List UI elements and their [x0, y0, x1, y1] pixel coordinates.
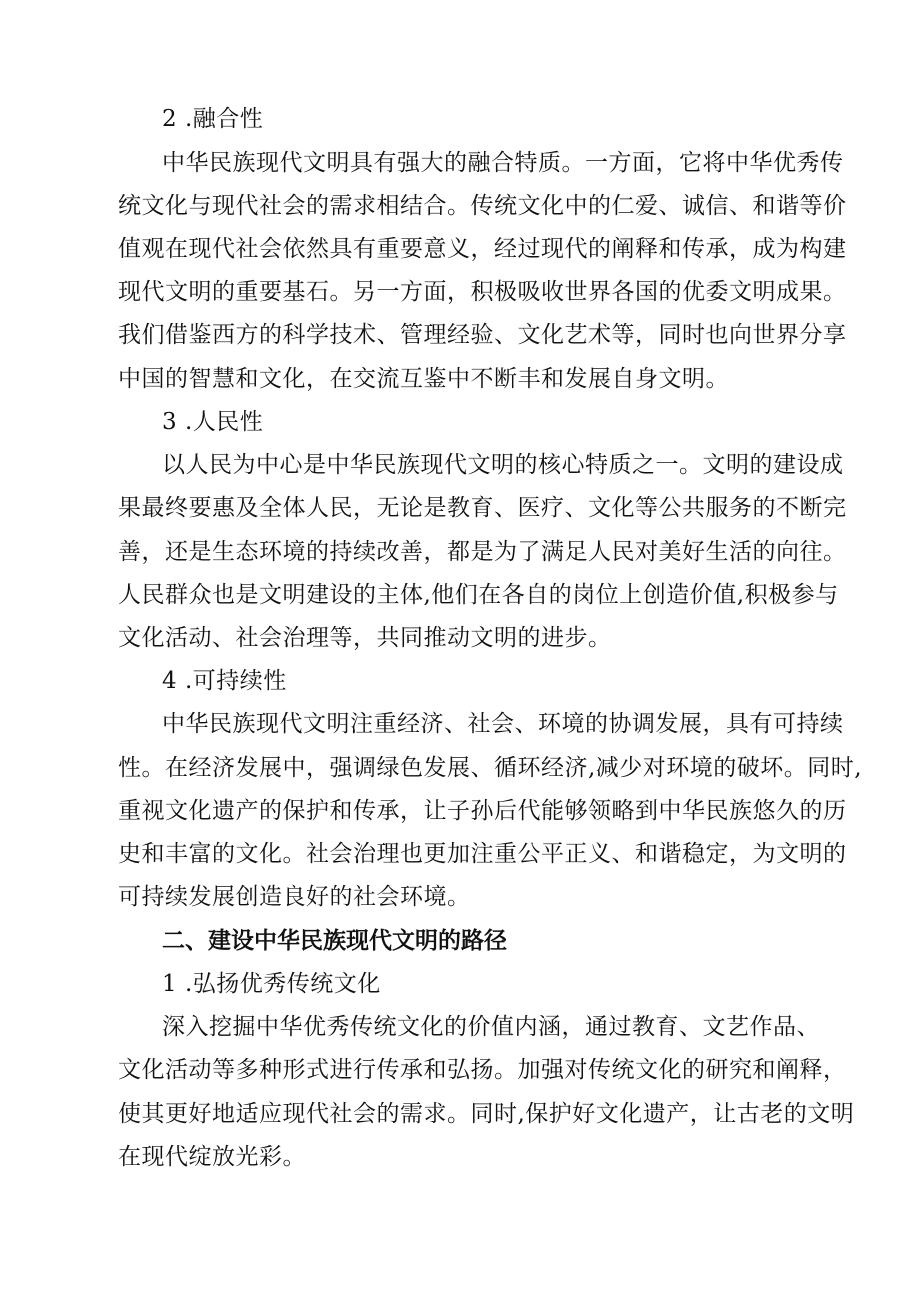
paragraph-line: 果最终要惠及全体人民，无论是教育、医疗、文化等公共服务的不断完 [118, 495, 847, 521]
paragraph-line: 使其更好地适应现代社会的需求。同时,保护好文化遗产，让古老的文明 [118, 1101, 855, 1127]
subheading-people: 3 .人民性 [162, 409, 264, 435]
subheading-sustainability: 4 .可持续性 [162, 668, 287, 694]
paragraph-line: 在现代绽放光彩。 [118, 1144, 306, 1170]
paragraph-line: 人民群众也是文明建设的主体,他们在各自的岗位上创造价值,积极参与 [118, 582, 839, 608]
paragraph-line: 可持续发展创造良好的社会环境。 [118, 884, 471, 910]
paragraph-line: 中华民族现代文明具有强大的融合特质。一方面，它将中华优秀传 [162, 150, 844, 176]
subheading-promote-culture: 1 .弘扬优秀传统文化 [162, 971, 381, 997]
paragraph-line: 重视文化遗产的保护和传承，让子孙后代能够领略到中华民族悠久的历 [118, 798, 847, 824]
paragraph-line: 深入挖掘中华优秀传统文化的价值内涵，通过教育、文艺作品、 [162, 1014, 820, 1040]
paragraph-line: 史和丰富的文化。社会治理也更加注重公平正义、和谐稳定，为文明的 [118, 841, 847, 867]
paragraph-line: 文化活动等多种形式进行传承和弘扬。加强对传统文化的研究和阐释， [118, 1057, 847, 1083]
paragraph-line: 中华民族现代文明注重经济、社会、环境的协调发展，具有可持续 [162, 711, 844, 737]
paragraph-line: 现代文明的重要基石。另一方面，积极吸收世界各国的优委文明成果。 [118, 279, 847, 305]
subheading-fusion: 2 .融合性 [162, 106, 264, 132]
paragraph-line: 统文化与现代社会的需求相结合。传统文化中的仁爱、诚信、和谐等价 [118, 193, 847, 219]
paragraph-line: 我们借鉴西方的科学技术、管理经验、文化艺术等，同时也向世界分享 [118, 322, 847, 348]
paragraph-line: 性。在经济发展中，强调绿色发展、循环经济,减少对环境的破坏。同时, [118, 755, 863, 781]
paragraph-line: 值观在现代社会依然具有重要意义，经过现代的阐释和传承，成为构建 [118, 236, 847, 262]
chapter-heading: 二、建设中华民族现代文明的路径 [162, 928, 507, 954]
paragraph-line: 中国的智慧和文化，在交流互鉴中不断丰和发展自身文明。 [118, 366, 729, 392]
paragraph-line: 文化活动、社会治理等，共同推动文明的进步。 [118, 625, 612, 651]
paragraph-line: 善，还是生态环境的持续改善，都是为了满足人民对美好生活的向往。 [118, 539, 847, 565]
paragraph-line: 以人民为中心是中华民族现代文明的核心特质之一。文明的建设成 [162, 452, 844, 478]
